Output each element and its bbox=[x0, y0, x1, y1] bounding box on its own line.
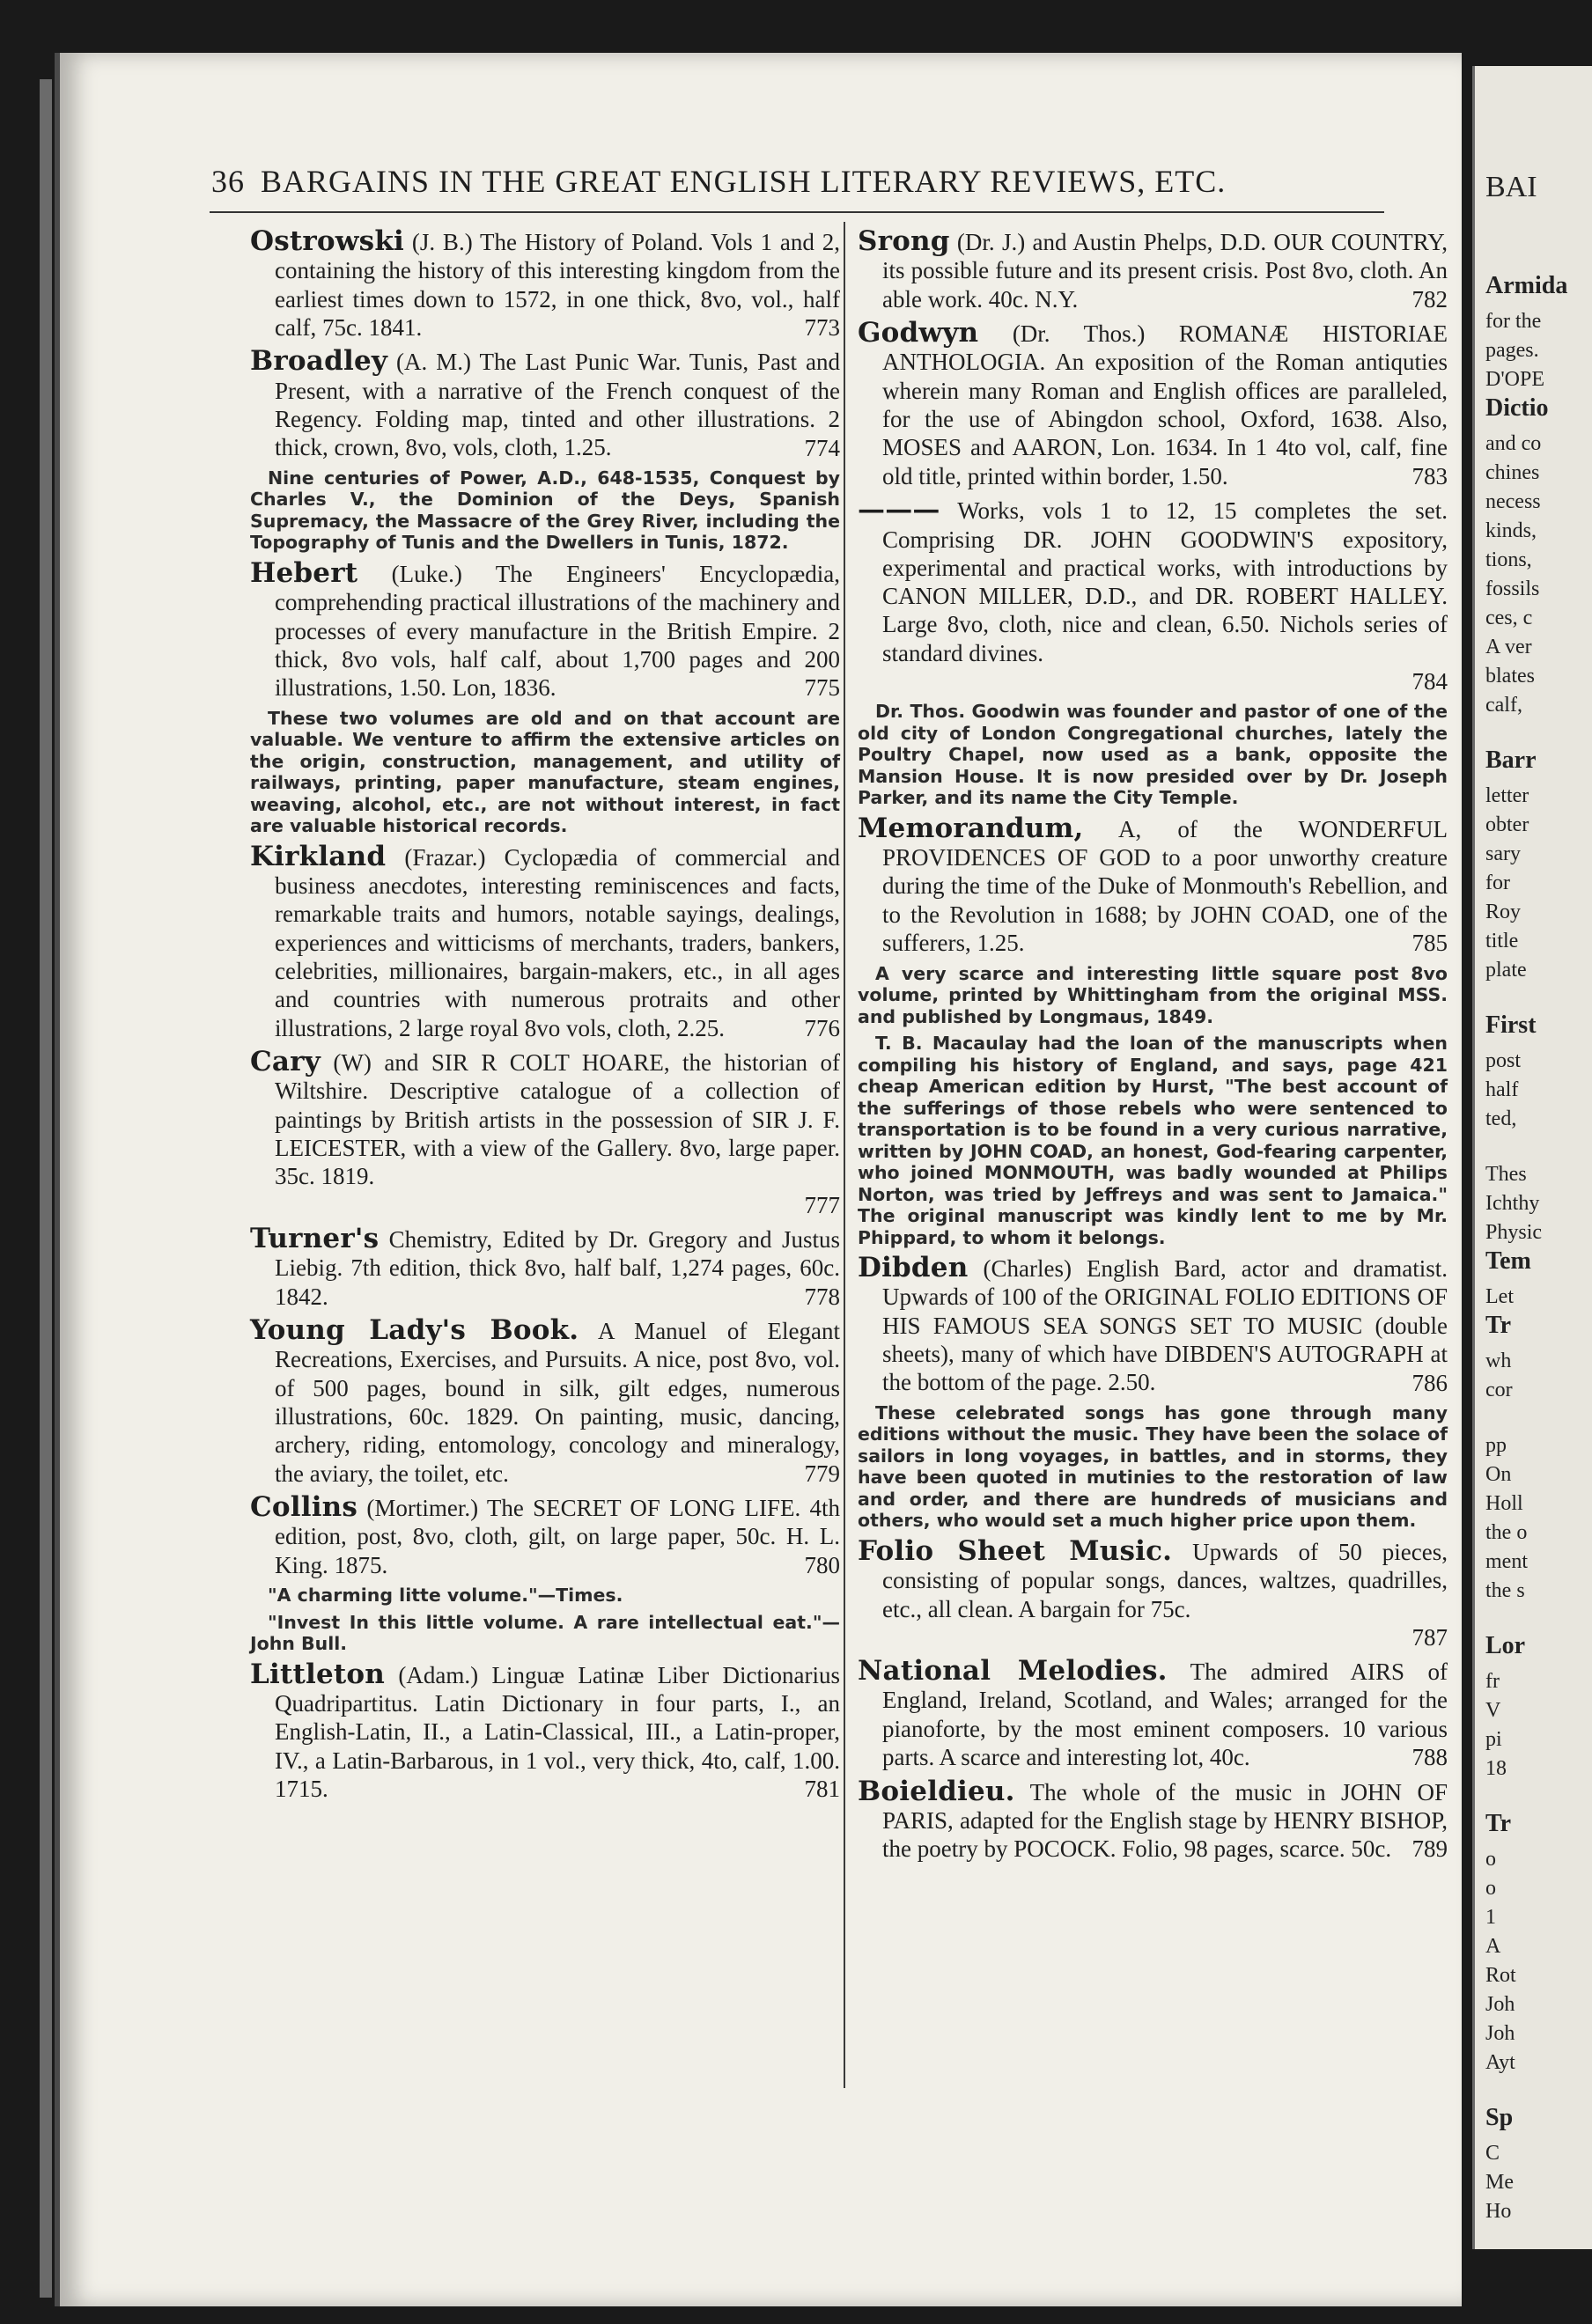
adjacent-fragment: pi bbox=[1485, 1728, 1502, 1751]
entry-text bbox=[858, 1534, 1448, 1623]
adjacent-fragment: necess bbox=[1485, 490, 1541, 513]
entry-body: (Luke.) The Engineers' Encyclopædia, comprehending practical illustrations of the machinery and processes of every manufacture in the British Empire. 2 thick, 8vo vols, half calf, about 1,700 pages and 200 illustrations, 1.50. Lon, 1836. bbox=[275, 560, 840, 702]
adjacent-fragment: Lor bbox=[1485, 1632, 1526, 1659]
entry-body: (J. B.) The History of Poland. Vols 1 and 2, containing the history of this interesting kingdom from the earliest times down to 1572, in one thick, 8vo, vol., half calf, 75c. 1841. bbox=[275, 229, 840, 341]
adjacent-fragment: and co bbox=[1485, 432, 1542, 455]
entry-number: 785 bbox=[1411, 930, 1448, 957]
adjacent-fragment: cor bbox=[1485, 1379, 1513, 1401]
entry-heading: Dibden bbox=[858, 1252, 969, 1284]
adjacent-running-head: BAI bbox=[1485, 171, 1537, 203]
entry-heading: Broadley bbox=[250, 345, 388, 378]
adjacent-fragment: Ayt bbox=[1485, 2051, 1515, 2074]
catalogue-entry bbox=[858, 1254, 1448, 1397]
adjacent-fragment: plate bbox=[1485, 959, 1527, 982]
adjacent-fragment: Ichthy bbox=[1485, 1192, 1540, 1215]
entry-heading: Ostrowski bbox=[250, 225, 404, 257]
entry-note: A very scarce and interesting little square post 8vo volume, printed by Whittingham from the original MSS. and published by Longmaus, 1849. bbox=[858, 962, 1448, 1027]
adjacent-fragment: 18 bbox=[1485, 1757, 1507, 1780]
adjacent-fragment: Rot bbox=[1485, 1964, 1516, 1987]
entry-number: 786 bbox=[1411, 1369, 1448, 1396]
entry-number: 779 bbox=[804, 1460, 840, 1487]
catalogue-entry bbox=[858, 1534, 1448, 1651]
entry-body: Works, vols 1 to 12, 15 completes the set. Comprising DR. JOHN GOODWIN'S expository, experimental and practical works, with introductions by CANON MILLER, D.D., and DR. ROBERT HALLEY. Large 8vo, cloth, nice and clean, 6.50. Nichols series of standard divines. bbox=[882, 497, 1448, 666]
entry-heading: Young Lady's Book. bbox=[250, 1314, 579, 1347]
entry-note: "Invest In this little volume. A rare intellectual eat."—John Bull. bbox=[250, 1611, 840, 1655]
catalogue-entry bbox=[250, 1048, 840, 1219]
entry-body: (W) and SIR R COLT HOARE, the historian of Wiltshire. Descriptive catalogue of a collection of paintings by British artists in the possession of SIR J. F. LEICESTER, with a view of the Gallery. 8vo, large paper. 35c. 1819. bbox=[275, 1049, 840, 1190]
adjacent-fragment: Ho bbox=[1485, 2200, 1512, 2223]
entry-heading: Hebert bbox=[250, 556, 358, 589]
catalogue-entry bbox=[858, 319, 1448, 490]
entry-note: Nine centuries of Power, A.D., 648-1535, Conquest by Charles V., the Dominion of the Deys, Spanish Supremacy, the Massacre of the Grey River, including the Topography of Tunis and the Dwellers in Tunis, 1872. bbox=[250, 467, 840, 554]
adjacent-fragment: the s bbox=[1485, 1579, 1525, 1602]
adjacent-fragment: wh bbox=[1485, 1350, 1512, 1372]
adjacent-fragment: Me bbox=[1485, 2171, 1514, 2194]
entry-body: The admired AIRS of England, Ireland, Scotland, and Wales; arranged for the pianoforte, by the most eminent composers. 10 various parts. A scarce and interesting lot, 40c. bbox=[882, 1658, 1448, 1770]
adjacent-fragment: ment bbox=[1485, 1550, 1528, 1573]
entry-number: 788 bbox=[1411, 1744, 1448, 1771]
adjacent-fragment: A ver bbox=[1485, 636, 1532, 658]
entry-heading: Kirkland bbox=[250, 840, 387, 872]
adjacent-fragment: chines bbox=[1485, 461, 1540, 484]
adjacent-fragment: Sp bbox=[1485, 2104, 1514, 2131]
entry-note: "A charming litte volume."—Times. bbox=[268, 1585, 623, 1607]
entry-note: These two volumes are old and on that account are valuable. We venture to affirm the extensive articles on the origin, construction, management, and utility of railways, printing, paper manufacture, steam engines, weaving, alcohol, etc., are not without interest, in fact are valuable historical records. bbox=[250, 707, 840, 837]
entry-number: 787 bbox=[1411, 1623, 1448, 1651]
running-head bbox=[211, 163, 1382, 202]
adjacent-fragment: fr bbox=[1485, 1670, 1500, 1693]
catalogue-entry bbox=[250, 227, 840, 342]
adjacent-fragment: title bbox=[1485, 930, 1519, 952]
adjacent-fragment: the o bbox=[1485, 1521, 1528, 1544]
adjacent-fragment: Dictio bbox=[1485, 394, 1549, 422]
catalogue-entry bbox=[250, 556, 840, 702]
catalogue-entry bbox=[250, 1222, 840, 1311]
entry-heading: Boieldieu. bbox=[858, 1775, 1015, 1807]
entry-heading: Folio Sheet Music. bbox=[858, 1534, 1173, 1567]
adjacent-fragment: tions, bbox=[1485, 548, 1532, 571]
adjacent-fragment: ted, bbox=[1485, 1107, 1517, 1130]
catalogue-entry bbox=[858, 1657, 1448, 1771]
entry-heading: ——— bbox=[858, 494, 940, 526]
entry-number: 775 bbox=[804, 674, 840, 702]
adjacent-fragment: kinds, bbox=[1485, 519, 1537, 542]
adjacent-fragment: half bbox=[1485, 1078, 1519, 1101]
entry-heading: Memorandum, bbox=[858, 812, 1084, 844]
entry-heading: Srong bbox=[858, 225, 950, 257]
entry-number: 774 bbox=[804, 434, 840, 461]
entry-text bbox=[250, 1048, 840, 1190]
adjacent-fragment: calf, bbox=[1485, 694, 1522, 717]
adjacent-fragment: for bbox=[1485, 872, 1510, 894]
adjacent-fragment: Tr bbox=[1485, 1810, 1512, 1837]
entry-number: 782 bbox=[1411, 285, 1448, 313]
adjacent-fragment: A bbox=[1485, 1935, 1501, 1958]
adjacent-fragment: D'OPE bbox=[1485, 368, 1544, 391]
adjacent-fragment: Barr bbox=[1485, 746, 1537, 774]
entry-text bbox=[858, 496, 1448, 667]
adjacent-fragment: C bbox=[1485, 2142, 1500, 2165]
entry-number: 773 bbox=[804, 314, 840, 342]
catalogue-entry bbox=[858, 814, 1448, 958]
catalogue-entry bbox=[858, 227, 1448, 313]
entry-number: 780 bbox=[804, 1552, 840, 1579]
entry-heading: Godwyn bbox=[858, 317, 979, 349]
entry-body: A Manuel of Elegant Recreations, Exercises, and Pursuits. A nice, post 8vo, vol. of 500 pages, bound in silk, gilt edges, numerous illustrations, 60c. 1829. On painting, music, dancing, archery, riding, entomology, concology and mineralogy, the aviary, the toilet, etc. bbox=[275, 1318, 840, 1487]
catalogue-entry bbox=[250, 842, 840, 1042]
adjacent-fragment: o bbox=[1485, 1877, 1496, 1900]
catalogue-entry bbox=[858, 496, 1448, 695]
entry-number: 778 bbox=[804, 1283, 840, 1310]
adjacent-fragment: obter bbox=[1485, 813, 1529, 836]
entry-body: (Dr. J.) and Austin Phelps, D.D. OUR COUNTRY, its possible future and its present crisis. Post 8vo, cloth. An able work. 40c. N.Y. bbox=[882, 229, 1448, 313]
entry-body: (A. M.) The Last Punic War. Tunis, Past and Present, with a narrative of the French conquest of the Regency. Folding map, tinted and other illustrations. 2 thick, crown, 8vo, vols, cloth, 1.25. bbox=[275, 349, 840, 461]
entry-body: (Charles) English Bard, actor and dramatist. Upwards of 100 of the ORIGINAL FOLIO EDITIONS OF HIS FAMOUS SEA SONGS SET TO MUSIC (double sheets), many of which have DIBDEN'S AUTOGRAPH at the bottom of the page. 2.50. bbox=[882, 1255, 1448, 1396]
catalogue-entry bbox=[250, 1493, 840, 1579]
adjacent-fragment: letter bbox=[1485, 784, 1529, 807]
adjacent-fragment: blates bbox=[1485, 665, 1535, 688]
entry-number: 777 bbox=[804, 1191, 840, 1218]
adjacent-fragment: Roy bbox=[1485, 901, 1522, 923]
adjacent-fragment: On bbox=[1485, 1463, 1512, 1486]
entry-number: 776 bbox=[804, 1014, 840, 1041]
entry-body: (Frazar.) Cyclopædia of commercial and business anecdotes, interesting reminiscences and facts, remarkable traits and humors, notable sayings, dealings, experiences and witticisms of merchants, traders, bankers, celebrities, millionaires, bargain-makers, etc., in all ages and countries with numerous protraits and other illustrations, 2 large royal 8vo vols, cloth, 2.25. bbox=[275, 843, 840, 1041]
left-column bbox=[250, 222, 840, 1804]
catalogue-entry bbox=[858, 1777, 1448, 1864]
adjacent-fragment: fossils bbox=[1485, 577, 1540, 600]
entry-body: (Dr. Thos.) ROMANÆ HISTORIAE ANTHOLOGIA. An exposition of the Roman antiquties wherein many Roman and English offices are paralleled, for the use of Abingdon school, Oxford, 1638. Also, MOSES and AARON, Lon. 1634. In 1 4to vol, calf, fine old title, printed within border, 1.50. bbox=[882, 320, 1448, 489]
entry-heading: Cary bbox=[250, 1046, 321, 1078]
entry-body: Upwards of 50 pieces, consisting of popular songs, dances, waltzes, quadrilles, etc., all clean. A bargain for 75c. bbox=[882, 1538, 1448, 1622]
entry-body: (Adam.) Linguæ Latinæ Liber Dictionarius Quadripartitus. Latin Dictionary in four parts, I., an English-Latin, II., a Latin-Classical, III., a Latin-proper, IV., a Latin-Barbarous, in 1 vol., very thick, 4to, calf, 1.00. 1715. bbox=[275, 1661, 840, 1803]
adjacent-fragment: pages. bbox=[1485, 339, 1539, 362]
entry-heading: National Melodies. bbox=[858, 1655, 1168, 1688]
adjacent-fragment: Tem bbox=[1485, 1247, 1531, 1275]
adjacent-fragment: 1 bbox=[1485, 1906, 1496, 1929]
adjacent-fragment: for the bbox=[1485, 310, 1542, 333]
entry-number: 781 bbox=[804, 1776, 840, 1803]
adjacent-fragment: First bbox=[1485, 1011, 1537, 1039]
adjacent-fragment: Joh bbox=[1485, 2022, 1515, 2045]
entry-body: The whole of the music in JOHN OF PARIS, adapted for the English stage by HENRY BISHOP, the poetry by POCOCK. Folio, 98 pages, scarce. 50c. bbox=[882, 1778, 1448, 1863]
entry-note: Dr. Thos. Goodwin was founder and pastor of one of the old city of London Congregational churches, lately the Poultry Chapel, now used as a bank, opposite the Mansion House. It is now presided over by Dr. Joseph Parker, and its name the City Temple. bbox=[858, 701, 1448, 809]
entry-body: (Mortimer.) The SECRET OF LONG LIFE. 4th edition, post, 8vo, cloth, gilt, on large paper, 50c. H. L. King. 1875. bbox=[275, 1495, 840, 1578]
catalogue-entry bbox=[250, 1660, 840, 1804]
entry-text bbox=[858, 1777, 1448, 1864]
right-column bbox=[858, 222, 1448, 1864]
entry-number: 783 bbox=[1411, 462, 1448, 489]
adjacent-fragment: Let bbox=[1485, 1285, 1514, 1308]
adjacent-fragment: pp bbox=[1485, 1434, 1507, 1457]
adjacent-fragment: post bbox=[1485, 1049, 1522, 1072]
header-rule bbox=[210, 211, 1384, 213]
entry-heading: Turner's bbox=[250, 1222, 380, 1254]
adjacent-fragment: Thes bbox=[1485, 1163, 1527, 1186]
column-divider bbox=[844, 222, 845, 2088]
entry-note: These celebrated songs has gone through many editions without the music. They have been the solace of sailors in long voyages, in battles, and in storms, they have been quoted in mutinies to the restoration of law and order, and there are hundreds of musicians and others, who would set a much higher price upon them. bbox=[858, 1401, 1448, 1532]
entry-note: T. B. Macaulay had the loan of the manuscripts when compiling his history of England, and says, page 421 cheap American edition by Hurst, "The best account of the sufferings of those rebels who were sentenced to transportation is to be found in a very curious narrative, written by JOHN COAD, an honest, God-fearing carpenter, who joined MONMOUTH, was badly wounded at Philips Norton, was tried by Jeffreys and was sent to Jamaica." The original manuscript was kindly lent to me by Mr. Phippard, to whom it belongs. bbox=[858, 1033, 1448, 1248]
entry-number: 789 bbox=[1411, 1835, 1448, 1863]
adjacent-fragment: V bbox=[1485, 1699, 1501, 1722]
running-head-title: BARGAINS IN THE GREAT ENGLISH LITERARY REVIEWS, ETC. bbox=[261, 164, 1227, 199]
adjacent-fragment: Joh bbox=[1485, 1993, 1515, 2016]
adjacent-page-fragment bbox=[1472, 66, 1592, 2249]
adjacent-fragment: Physic bbox=[1485, 1221, 1543, 1244]
adjacent-fragment: Holl bbox=[1485, 1492, 1523, 1515]
adjacent-fragment: Tr bbox=[1485, 1312, 1512, 1339]
entry-body: A, of the WONDERFUL PROVIDENCES OF GOD to a poor unworthy creature during the time of the Duke of Monmouth's Rebellion, and to the Revolution in 1688; by JOHN COAD, one of the sufferers, 1.25. bbox=[882, 815, 1448, 957]
entry-body: Chemistry, Edited by Dr. Gregory and Justus Liebig. 7th edition, thick 8vo, half balf, 1,274 pages, 60c. 1842. bbox=[275, 1225, 840, 1310]
catalogue-entry bbox=[250, 347, 840, 461]
adjacent-fragment: ces, c bbox=[1485, 607, 1533, 629]
adjacent-fragment: o bbox=[1485, 1848, 1496, 1871]
entry-text bbox=[250, 842, 840, 1042]
entry-number: 784 bbox=[1411, 668, 1448, 695]
catalogue-entry bbox=[250, 1316, 840, 1488]
book-binding-edge bbox=[40, 79, 52, 2298]
adjacent-fragment: Armida bbox=[1485, 272, 1568, 299]
entry-heading: Littleton bbox=[250, 1658, 386, 1690]
page-number: 36 bbox=[211, 164, 245, 199]
entry-heading: Collins bbox=[250, 1491, 358, 1524]
adjacent-fragment: sary bbox=[1485, 842, 1521, 865]
